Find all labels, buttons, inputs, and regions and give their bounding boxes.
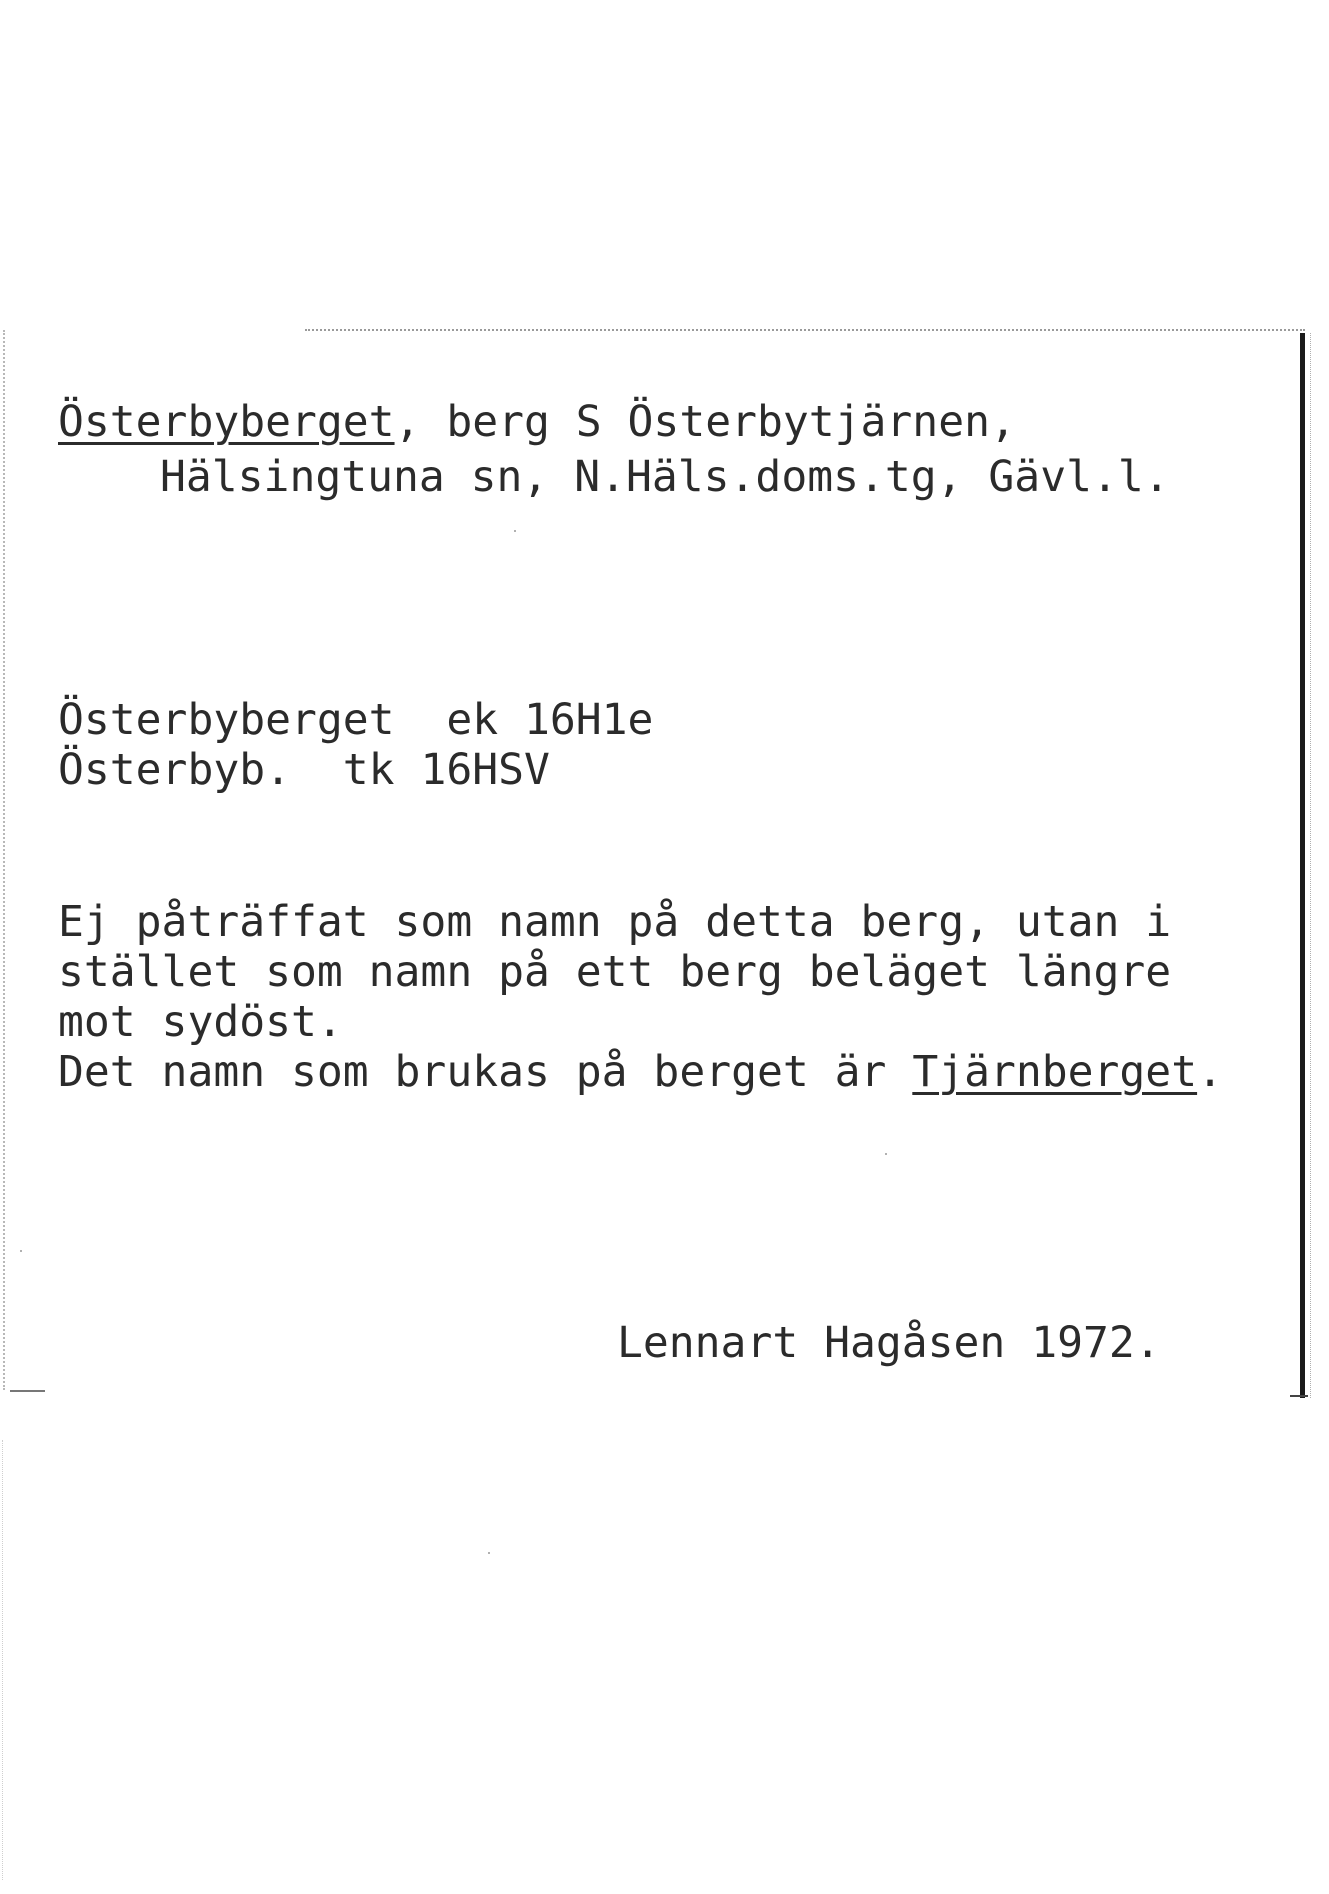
signature: Lennart Hagåsen 1972.: [617, 1318, 1161, 1368]
card-right-shadow: [1310, 333, 1312, 1398]
map-ref-sheet: 16HSV: [420, 745, 550, 795]
scan-speck: [20, 1250, 22, 1252]
card-top-edge: [305, 329, 1305, 331]
map-ref-type: ek: [446, 695, 499, 745]
used-name-suffix: .: [1197, 1047, 1223, 1097]
scan-speck: [885, 1153, 887, 1155]
map-ref-name: Österbyberget: [58, 695, 395, 745]
place-name: Österbyberget: [58, 397, 395, 447]
left-edge-mark: [10, 1390, 45, 1392]
used-name-line: [58, 1047, 1223, 1097]
map-ref-row: [58, 745, 550, 795]
location-line: Hälsingtuna sn, N.Häls.doms.tg, Gävl.l.: [160, 452, 1170, 502]
map-ref-row: [58, 695, 653, 745]
card-bottom-corner: [1290, 1395, 1308, 1397]
map-ref-type: tk: [342, 745, 395, 795]
note-line: mot sydöst.: [58, 997, 343, 1047]
card-right-edge: [1300, 333, 1305, 1398]
used-name-prefix: Det namn som brukas på berget är: [58, 1047, 913, 1097]
scan-speck: [514, 530, 516, 532]
note-line: stället som namn på ett berg beläget längre: [58, 947, 1172, 997]
map-ref-name: Österbyb.: [58, 745, 291, 795]
note-line: Ej påträffat som namn på detta berg, utan i: [58, 897, 1172, 947]
used-name: Tjärnberget: [912, 1047, 1198, 1097]
left-scan-edge-lower: [2, 1440, 6, 1880]
place-description: , berg S Österbytjärnen,: [394, 397, 1016, 447]
scan-speck: [488, 1552, 490, 1554]
map-ref-sheet: 16H1e: [524, 695, 654, 745]
left-scan-edge: [3, 330, 9, 1390]
heading-line: [58, 397, 1016, 447]
